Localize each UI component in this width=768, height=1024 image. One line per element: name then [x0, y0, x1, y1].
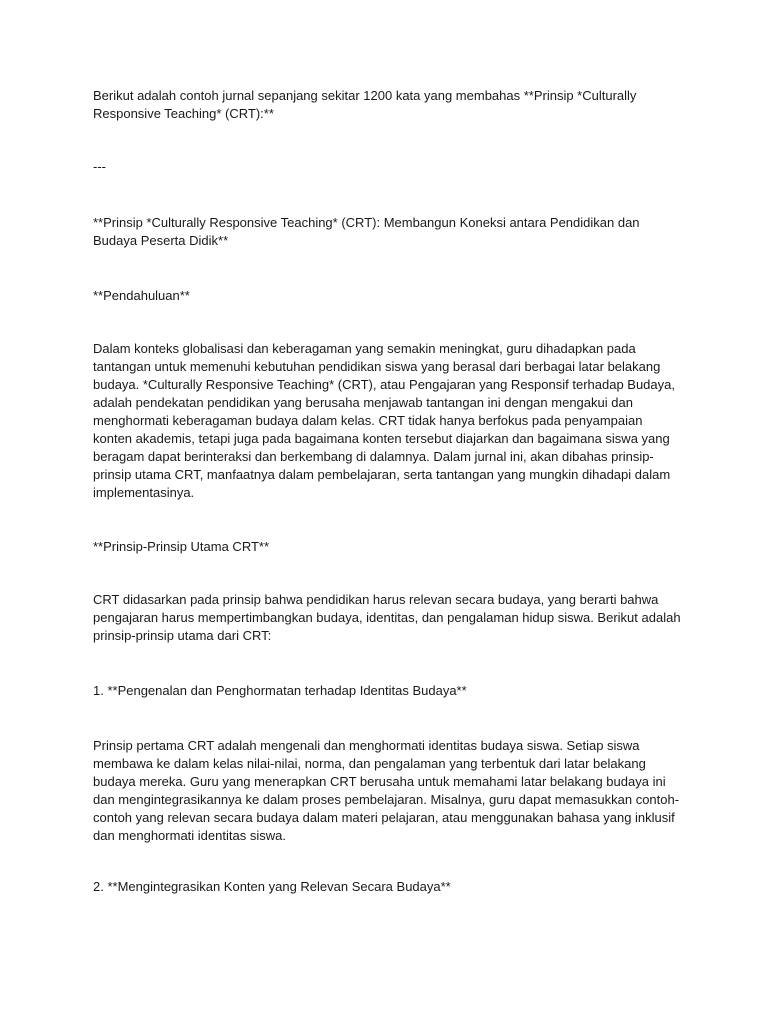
heading-pendahuluan: **Pendahuluan**	[93, 288, 190, 303]
intro-paragraph: Berikut adalah contoh jurnal sepanjang sekitar 1200 kata yang membahas **Prinsip *Culturally Responsive Teaching* (CRT):**	[93, 88, 637, 121]
heading-prinsip-utama: **Prinsip-Prinsip Utama CRT**	[93, 539, 270, 554]
paragraph-pendahuluan: Dalam konteks globalisasi dan keberagaman yang semakin meningkat, guru dihadapkan pada tantangan untuk memenuhi kebutuhan pendidikan siswa yang berasal dari berbagai latar belakang budaya. *Culturally Responsive Teaching* (CRT), atau Pengajaran yang Responsif terhadap Budaya, adalah pendekatan pendidikan yang berusaha menjawab tantangan ini dengan mengakui dan menghormati keberagaman budaya dalam kelas. CRT tidak hanya berfokus pada penyampaian konten akademis, tetapi juga pada bagaimana konten tersebut diajarkan dan bagaimana siswa yang beragam dapat berinteraksi dan berkembang di dalamnya. Dalam jurnal ini, akan dibahas prinsip-prinsip utama CRT, manfaatnya dalam pembelajaran, serta tantangan yang mungkin dihadapi dalam implementasinya.	[93, 341, 675, 500]
paragraph-principle-1: Prinsip pertama CRT adalah mengenali dan menghormati identitas budaya siswa. Setiap siswa membawa ke dalam kelas nilai-nilai, norma, dan pengalaman yang terbentuk dari latar belakang budaya mereka. Guru yang menerapkan CRT berusaha untuk memahami latar belakang budaya ini dan mengintegrasikannya ke dalam proses pembelajaran. Misalnya, guru dapat memasukkan contoh-contoh yang relevan secara budaya dalam materi pelajaran, atau menggunakan bahasa yang inklusif dan menghormati identitas siswa.	[93, 738, 680, 843]
journal-title: **Prinsip *Culturally Responsive Teaching* (CRT): Membangun Koneksi antara Pendidikan dan Budaya Peserta Didik**	[93, 215, 640, 248]
heading-principle-2: 2. **Mengintegrasikan Konten yang Relevan Secara Budaya**	[93, 879, 451, 894]
heading-principle-1: 1. **Pengenalan dan Penghormatan terhadap Identitas Budaya**	[93, 683, 467, 698]
paragraph-prinsip-intro: CRT didasarkan pada prinsip bahwa pendidikan harus relevan secara budaya, yang berarti bahwa pengajaran harus mempertimbangkan budaya, identitas, dan pengalaman hidup siswa. Berikut adalah prinsip-prinsip utama dari CRT:	[93, 592, 681, 643]
separator-line: ---	[93, 159, 106, 174]
